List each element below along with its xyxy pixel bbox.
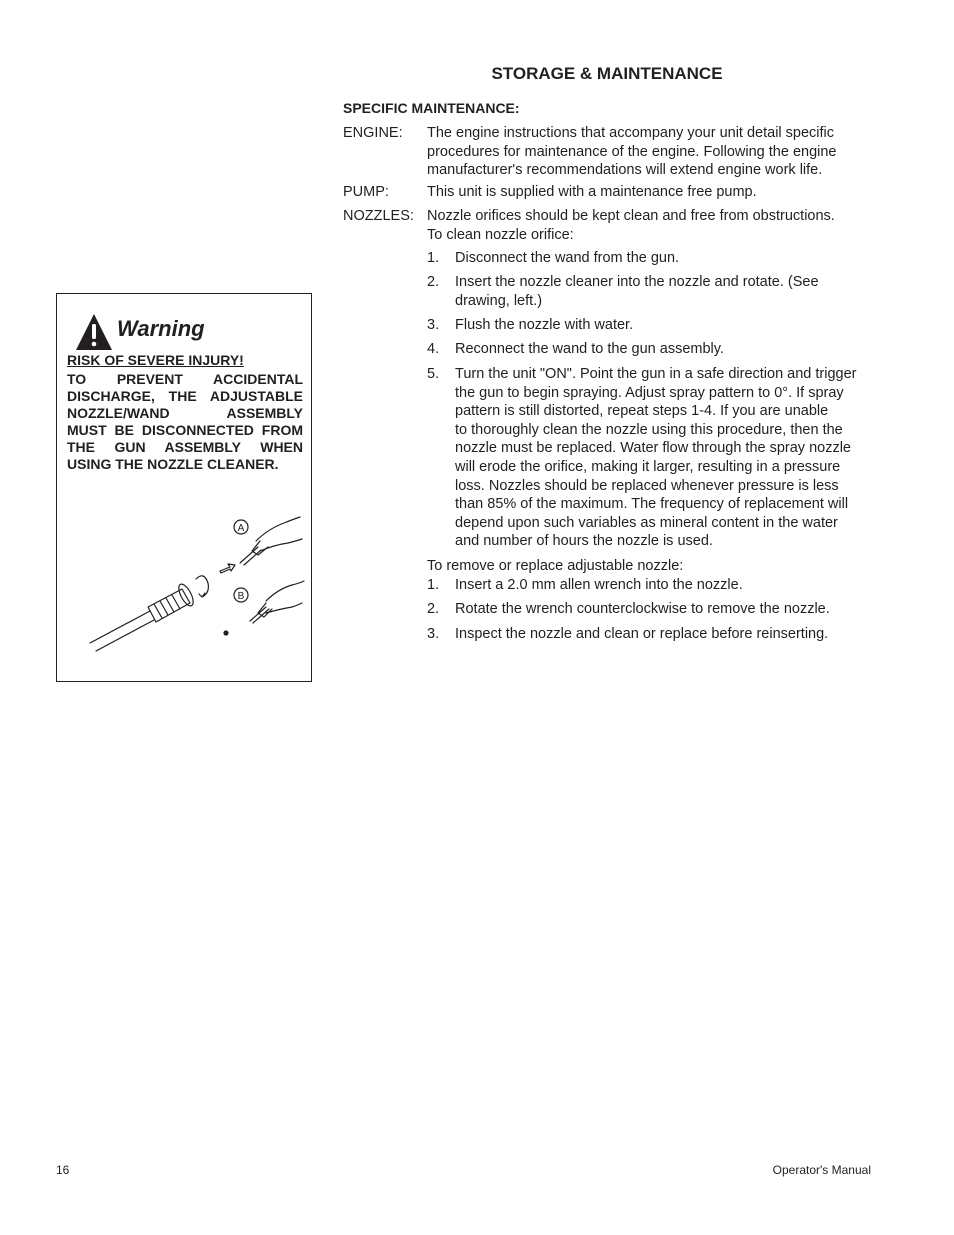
- clean-step-number: 1.: [427, 250, 440, 266]
- replace-step-number: 2.: [427, 601, 440, 617]
- warning-title: Warning: [117, 316, 205, 341]
- warning-text-line: TO PREVENT ACCIDENTAL: [67, 371, 303, 387]
- insert-arrow-icon: [220, 564, 235, 573]
- warning-triangle-icon: [74, 312, 114, 352]
- pump-description: This unit is supplied with a maintenance free pump.: [427, 184, 757, 200]
- replace-step-number: 1.: [427, 577, 440, 593]
- nozzle-cleaner-illustration: [80, 505, 310, 655]
- warning-text-line: MUST BE DISCONNECTED FROM: [67, 422, 303, 438]
- clean-step-number: 4.: [427, 341, 440, 357]
- nozzles-description: Nozzle orifices should be kept clean and free from obstructions. To clean nozzle orifice:: [427, 208, 835, 243]
- replace-step: Rotate the wrench counterclockwise to remove the nozzle.: [455, 601, 830, 617]
- hand-a: [256, 517, 300, 541]
- label-b: B: [237, 591, 245, 602]
- nozzle-rib: [172, 595, 180, 609]
- hand-b: [266, 603, 302, 613]
- page-number: 16: [56, 1163, 70, 1177]
- manual-name: Operator's Manual: [772, 1163, 871, 1177]
- clean-step-number: 3.: [427, 317, 440, 333]
- warning-text-line: USING THE NOZZLE CLEANER.: [67, 456, 279, 472]
- warning-risk: RISK OF SEVERE INJURY!: [67, 352, 244, 368]
- nozzle-rib: [154, 604, 162, 618]
- nozzle-debris: [224, 631, 228, 635]
- label-a: A: [237, 523, 245, 534]
- hand-b-fingers: [258, 603, 272, 617]
- nozzle-rib: [166, 598, 174, 612]
- rotation-arrow-icon: [196, 576, 208, 597]
- hand-b: [266, 581, 304, 601]
- clean-step: Disconnect the wand from the gun.: [455, 250, 680, 266]
- clean-step: Reconnect the wand to the gun assembly.: [455, 341, 724, 357]
- clean-step-number: 5.: [427, 366, 440, 382]
- engine-label: ENGINE:: [343, 125, 403, 141]
- warning-text-line: NOZZLE/WAND ASSEMBLY: [67, 405, 303, 421]
- clean-step: Turn the unit "ON". Point the gun in a safe direction and trigger the gun to begin spraying. Adjust spray pattern to 0°. If spray pattern is still distorted, repeat steps 1-4. If you are unable to thoroughly clean the nozzle using this procedure, then the nozzle must be replaced. Water flow through the spray nozzle will erode the orifice, making it larger, resulting in a pressure loss. Nozzles should be replaced whenever pressure is less than 85% of the maximum. The frequency of replacement will depend upon such variables as mineral content in the water and number of hours the nozzle is used.: [455, 366, 857, 550]
- hand-a-fingers: [252, 541, 268, 555]
- clean-step: Insert the nozzle cleaner into the nozzle and rotate. (See drawing, left.): [455, 274, 819, 309]
- clean-step-number: 2.: [427, 274, 440, 290]
- engine-description: The engine instructions that accompany your unit detail specific procedures for maintenance of the engine. Following the engine manufacturer's recommendations will extend engine work life.: [427, 125, 837, 179]
- nozzle-rib: [160, 601, 168, 615]
- pump-label: PUMP:: [343, 184, 389, 200]
- hand-a: [260, 539, 302, 551]
- replace-step: Inspect the nozzle and clean or replace before reinserting.: [455, 626, 829, 642]
- section-title: STORAGE & MAINTENANCE: [491, 64, 723, 83]
- nozzles-label: NOZZLES:: [343, 208, 414, 224]
- replace-step: Insert a 2.0 mm allen wrench into the nozzle.: [455, 577, 743, 593]
- warning-text-line: THE GUN ASSEMBLY WHEN: [67, 439, 303, 455]
- clean-step: Flush the nozzle with water.: [455, 317, 634, 333]
- warning-text-line: DISCHARGE, THE ADJUSTABLE: [67, 388, 303, 404]
- replace-step-number: 3.: [427, 626, 440, 642]
- replace-intro: To remove or replace adjustable nozzle:: [427, 558, 684, 574]
- subheading: SPECIFIC MAINTENANCE:: [343, 100, 520, 116]
